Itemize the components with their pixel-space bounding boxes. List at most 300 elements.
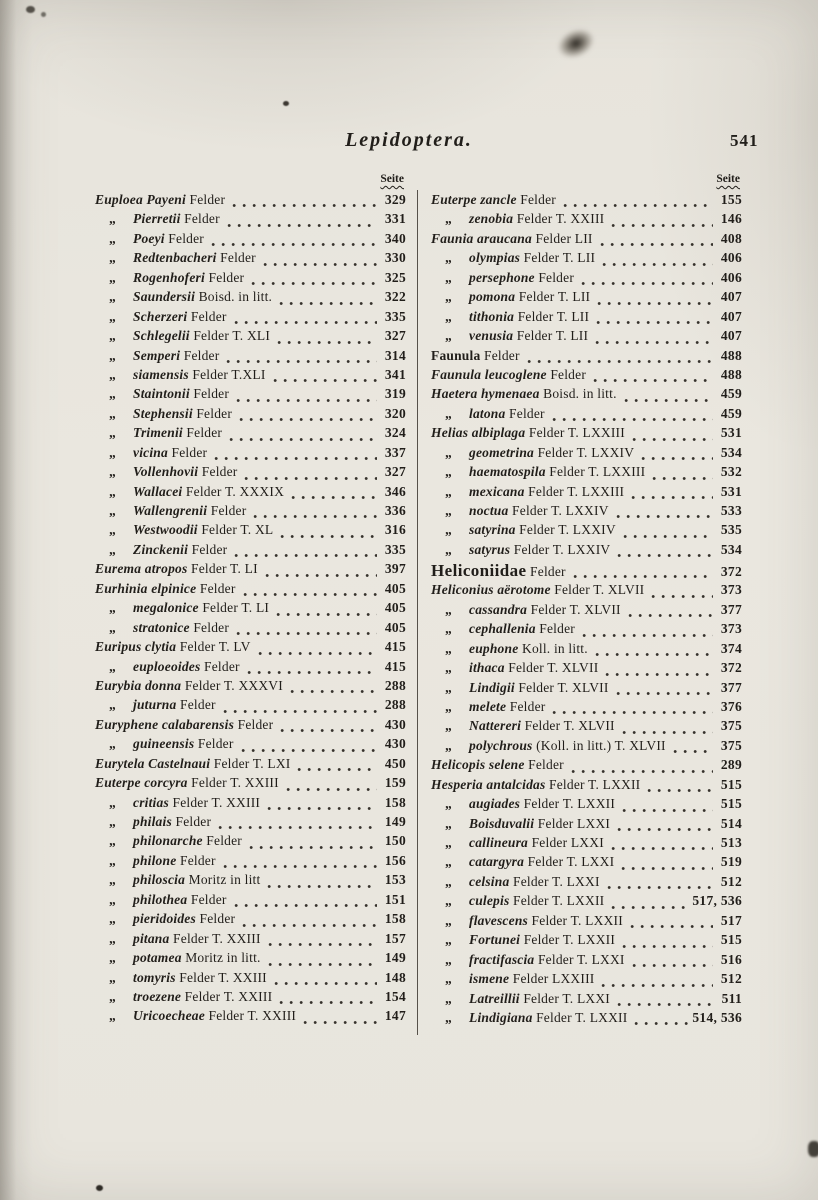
taxon-name: Stephensii	[133, 405, 193, 421]
author-reference: Felder LXXI	[528, 835, 604, 850]
page-reference: 320	[384, 405, 406, 421]
page-reference: 514, 536	[692, 1009, 742, 1025]
page-reference: 405	[384, 600, 406, 616]
entry-text	[431, 1010, 627, 1026]
page-reference: 488	[720, 347, 742, 363]
page-reference: 375	[720, 737, 742, 753]
page-reference: 319	[384, 386, 406, 402]
page-reference: 372	[720, 564, 742, 580]
index-entry	[95, 231, 406, 250]
author-reference: Felder	[192, 405, 233, 421]
taxon-name: olympias	[469, 250, 521, 266]
taxon-name: potamea	[133, 950, 182, 966]
taxon-name: Faunula	[431, 347, 481, 363]
ditto-mark: „	[445, 464, 452, 480]
page-reference: 375	[720, 718, 742, 734]
author-reference: Felder	[180, 347, 220, 363]
taxon-name: polychrous	[469, 737, 533, 753]
page-reference: 376	[720, 698, 742, 714]
page-reference: 150	[384, 833, 406, 849]
index-entry	[95, 367, 406, 386]
ditto-mark: „	[445, 873, 452, 889]
author-reference: Felder T. XXIII	[175, 969, 267, 985]
dot-leader	[641, 456, 713, 461]
taxon-name: megalonice	[133, 600, 199, 616]
entry-text	[95, 211, 220, 227]
entry-text	[431, 561, 566, 581]
ditto-mark: „	[109, 328, 116, 344]
dot-leader	[617, 827, 713, 832]
ditto-mark: „	[445, 893, 452, 909]
page-reference: 531	[720, 483, 742, 499]
taxon-name: Euripus clytia	[95, 639, 177, 655]
entry-text	[431, 367, 586, 383]
index-entry	[95, 270, 406, 289]
index-entry	[431, 522, 742, 541]
entry-text	[95, 406, 232, 422]
ditto-mark: „	[445, 854, 452, 870]
taxon-name: Uricoecheae	[133, 1008, 205, 1024]
page-reference: 515	[720, 796, 742, 812]
author-reference: Felder T. LXI	[210, 755, 291, 771]
author-reference: Felder	[505, 405, 545, 421]
author-reference: Felder T. LII	[520, 250, 596, 266]
taxon-name: tithonia	[469, 308, 515, 324]
ditto-mark: „	[445, 289, 452, 305]
page-reference: 408	[720, 230, 742, 246]
taxon-name: Wallengrenii	[133, 503, 208, 518]
index-entry	[95, 833, 406, 852]
page-reference: 288	[384, 677, 406, 693]
index-entry	[95, 289, 406, 308]
entry-text	[95, 678, 283, 694]
dot-leader	[280, 534, 377, 539]
entry-text	[95, 231, 204, 247]
entry-text	[95, 348, 219, 364]
page-reference: 374	[720, 640, 742, 656]
entry-text	[431, 250, 595, 266]
entry-text	[95, 814, 211, 830]
taxon-name: Zinckenii	[133, 541, 189, 557]
author-reference: Felder T. LXXI	[534, 951, 625, 967]
taxon-name: philothea	[133, 891, 188, 907]
dot-leader	[617, 553, 713, 558]
author-reference: Felder	[200, 658, 240, 674]
taxon-name: euphone	[469, 640, 519, 656]
taxon-name: Wallacei	[133, 483, 183, 499]
index-entry	[95, 211, 406, 230]
ditto-mark: „	[445, 621, 452, 637]
author-reference: Felder	[202, 833, 242, 849]
dot-leader	[227, 223, 377, 228]
dot-leader	[624, 398, 713, 403]
dot-leader	[267, 806, 377, 811]
index-entry	[431, 406, 742, 425]
entry-text	[431, 680, 609, 696]
page-reference: 533	[720, 503, 742, 518]
entry-text	[95, 561, 258, 577]
index-entry	[431, 425, 742, 444]
index-entry	[95, 678, 406, 697]
dot-leader	[229, 437, 377, 442]
ditto-mark: „	[445, 932, 452, 948]
dot-leader	[291, 495, 377, 500]
dot-leader	[632, 963, 713, 968]
taxon-name: Redtenbacheri	[133, 250, 217, 266]
index-entry	[95, 542, 406, 561]
taxon-name: stratonice	[133, 619, 190, 635]
dot-leader	[616, 514, 713, 519]
taxon-name: persephone	[469, 269, 535, 285]
author-reference: Felder T. XXIII	[204, 1008, 297, 1024]
index-entry	[95, 445, 406, 464]
dot-leader	[234, 320, 377, 325]
taxon-name: noctua	[469, 503, 509, 518]
index-entry	[431, 542, 742, 561]
ditto-mark: „	[445, 211, 452, 227]
ditto-mark: „	[445, 269, 452, 285]
taxon-name: flavescens	[469, 912, 528, 928]
entry-text	[431, 835, 604, 851]
entry-text	[95, 600, 269, 616]
entry-text	[95, 697, 216, 713]
entry-text	[95, 328, 270, 344]
author-reference: Felder T. LXXI	[519, 990, 610, 1006]
author-reference: Felder T. XLVII	[504, 660, 599, 676]
dot-leader	[234, 903, 377, 908]
ditto-mark: „	[109, 211, 116, 227]
page-reference: 373	[720, 582, 742, 598]
author-reference: Felder T. LXXI	[524, 854, 615, 870]
ditto-mark: „	[445, 815, 452, 831]
dot-leader	[274, 981, 377, 986]
page-number: 541	[730, 131, 759, 150]
dot-leader	[622, 730, 713, 735]
author-reference: Felder T. XXIII	[181, 988, 273, 1004]
author-reference: Felder	[195, 911, 236, 927]
taxon-name: Boisduvalii	[469, 815, 535, 831]
ditto-mark: „	[109, 852, 116, 868]
taxon-name: haematospila	[469, 464, 546, 480]
ditto-mark: „	[445, 328, 452, 344]
dot-leader	[211, 242, 377, 247]
author-reference: Felder	[187, 308, 227, 324]
taxon-name: zenobia	[469, 211, 514, 227]
page-reference: 325	[384, 269, 406, 285]
taxon-name: Lindigiana	[469, 1009, 533, 1025]
entry-text	[95, 833, 242, 849]
page-reference: 335	[384, 541, 406, 557]
page-reference: 430	[384, 716, 406, 732]
index-entry	[431, 641, 742, 660]
ink-smudge	[553, 23, 599, 63]
page-reference: 151	[384, 891, 406, 907]
ditto-mark: „	[109, 541, 116, 557]
index-entry	[431, 1010, 742, 1029]
index-entry	[431, 561, 742, 582]
entry-text	[431, 309, 589, 325]
ditto-mark: „	[445, 405, 452, 421]
taxon-name: Nattereri	[469, 718, 522, 734]
dot-leader	[258, 651, 377, 656]
entry-text	[431, 289, 590, 305]
dot-leader	[249, 845, 377, 850]
taxon-name: Heliconiidae	[431, 561, 527, 581]
taxon-name: venusia	[469, 328, 514, 344]
dot-leader	[236, 398, 377, 403]
page-reference: 158	[384, 911, 406, 927]
dot-leader	[268, 942, 377, 947]
author-reference: Felder T. LXXIII	[524, 483, 625, 499]
ditto-mark: „	[109, 988, 116, 1004]
taxon-name: Trimenii	[133, 425, 183, 441]
page-reference: 346	[384, 483, 406, 499]
dot-leader	[630, 924, 713, 929]
author-reference: Felder T. LXXIV	[508, 503, 609, 518]
entry-text	[431, 406, 545, 422]
author-reference: Felder T. LV	[176, 639, 251, 655]
entry-text	[95, 756, 290, 772]
taxon-name: cephallenia	[469, 621, 536, 637]
dot-leader	[623, 534, 713, 539]
ditto-mark: „	[109, 347, 116, 363]
dot-leader	[617, 1002, 713, 1007]
page-reference: 377	[720, 679, 742, 695]
dot-leader	[611, 223, 713, 228]
index-entry	[431, 952, 742, 971]
ditto-mark: „	[445, 698, 452, 714]
taxon-name: ismene	[469, 971, 510, 987]
page-reference: 512	[720, 971, 742, 987]
index-entry	[431, 893, 742, 912]
author-reference: Felder T. XXIII	[169, 930, 261, 946]
author-reference: Boisd. in litt.	[195, 289, 273, 305]
page-reference: 406	[720, 250, 742, 266]
author-reference: Felder T. LXXI	[509, 873, 600, 889]
entry-text	[431, 699, 545, 715]
seite-column-label-left: Seite	[380, 173, 404, 185]
taxon-name: Vollenhovii	[133, 464, 199, 480]
taxon-name: culepis	[469, 893, 510, 909]
ditto-mark: „	[109, 950, 116, 966]
author-reference: Felder	[188, 541, 228, 557]
index-entry	[95, 250, 406, 269]
ditto-mark: „	[445, 522, 452, 538]
ditto-mark: „	[445, 1009, 452, 1025]
dot-leader	[611, 905, 689, 910]
page-reference: 516	[720, 951, 742, 967]
page-reference: 373	[720, 621, 742, 637]
index-entry	[431, 503, 742, 522]
dot-leader	[582, 633, 713, 638]
taxon-name: Semperi	[133, 347, 181, 363]
page-reference: 158	[384, 794, 406, 810]
page-reference: 331	[384, 211, 406, 227]
page-reference: 148	[384, 969, 406, 985]
index-entry	[431, 854, 742, 873]
dot-leader	[279, 301, 377, 306]
index-entry	[95, 911, 406, 930]
dot-leader	[232, 203, 377, 208]
ditto-mark: „	[109, 522, 116, 538]
page-reference: 337	[384, 444, 406, 460]
index-entry	[95, 872, 406, 891]
page-reference: 316	[384, 522, 406, 538]
entry-text	[95, 425, 222, 441]
author-reference: Felder	[189, 386, 230, 402]
taxon-name: Heliconius aërotome	[431, 582, 551, 598]
author-reference: Felder	[189, 619, 230, 635]
taxon-name: philone	[133, 852, 177, 868]
taxon-name: pieridoides	[133, 911, 196, 927]
taxon-name: cassandra	[469, 601, 528, 617]
taxon-name: Scherzeri	[133, 308, 188, 324]
ditto-mark: „	[109, 872, 116, 888]
author-reference: Felder	[204, 269, 245, 285]
page-reference: 154	[384, 988, 406, 1004]
page-reference: 515	[720, 776, 742, 792]
taxon-name: augiades	[469, 796, 521, 812]
taxon-name: critias	[133, 794, 169, 810]
taxon-name: vicina	[133, 444, 168, 460]
ditto-mark: „	[109, 444, 116, 460]
index-entry	[431, 309, 742, 328]
ditto-mark: „	[109, 308, 116, 324]
dot-leader	[303, 1020, 377, 1025]
index-entry	[95, 1008, 406, 1027]
taxon-name: Eurytela Castelnaui	[95, 755, 211, 771]
dot-leader	[267, 884, 377, 889]
page-reference: 149	[384, 814, 406, 829]
ditto-mark: „	[109, 250, 116, 266]
page-reference: 330	[384, 250, 406, 266]
entry-text	[431, 602, 621, 618]
ink-speck	[41, 12, 46, 17]
ditto-mark: „	[445, 308, 452, 324]
index-entry	[431, 738, 742, 757]
column-divider-rule	[417, 190, 418, 1035]
taxon-name: Faunula leucoglene	[431, 366, 547, 382]
entry-text	[431, 971, 594, 987]
dot-leader	[226, 359, 377, 364]
index-entry	[431, 680, 742, 699]
ditto-mark: „	[109, 930, 116, 946]
author-reference: Felder	[534, 269, 575, 285]
taxon-name: euploeoides	[133, 658, 201, 674]
page-reference: 314	[384, 347, 406, 363]
entry-text	[431, 952, 625, 968]
index-entry	[431, 796, 742, 815]
entry-text	[431, 211, 604, 227]
entry-text	[95, 386, 229, 402]
page-reference: 147	[384, 1008, 406, 1024]
author-reference: Felder T. LI	[198, 600, 270, 616]
dot-leader	[634, 1021, 689, 1026]
ditto-mark: „	[445, 737, 452, 753]
page-reference: 157	[384, 930, 406, 946]
ditto-mark: „	[445, 835, 452, 850]
entry-text	[95, 522, 273, 538]
entry-text	[95, 989, 272, 1005]
page-reference: 289	[720, 757, 742, 773]
page-reference: 517	[720, 912, 742, 928]
index-entry	[95, 522, 406, 541]
dot-leader	[595, 652, 713, 657]
dot-leader	[286, 787, 377, 792]
entry-text	[95, 950, 261, 966]
index-entry	[431, 913, 742, 932]
index-entry	[431, 718, 742, 737]
dot-leader	[280, 728, 377, 733]
entry-text	[95, 503, 246, 519]
entry-text	[95, 872, 260, 888]
author-reference: Felder T. XXIII	[513, 211, 605, 227]
ditto-mark: „	[109, 794, 116, 810]
entry-text	[431, 913, 623, 929]
dot-leader	[268, 962, 377, 967]
page-reference: 534	[720, 444, 742, 460]
page-reference: 327	[384, 328, 406, 344]
entry-text	[431, 386, 617, 402]
index-entry	[95, 989, 406, 1008]
index-entry	[95, 970, 406, 989]
author-reference: Felder	[176, 697, 216, 713]
index-entry	[431, 367, 742, 386]
dot-leader	[581, 281, 713, 286]
entry-text	[431, 503, 609, 519]
entry-text	[431, 854, 614, 870]
author-reference: Felder	[506, 698, 546, 714]
taxon-name: geometrina	[469, 444, 534, 460]
page-reference: 534	[720, 541, 742, 557]
page-reference: 340	[384, 230, 406, 246]
dot-leader	[277, 340, 377, 345]
entry-text	[95, 892, 227, 908]
taxon-name: Staintonii	[133, 386, 190, 402]
taxon-name: Faunia araucana	[431, 230, 532, 246]
index-entry	[95, 561, 406, 580]
author-reference: Felder	[187, 891, 227, 907]
index-entry	[95, 503, 406, 522]
entry-text	[431, 445, 634, 461]
dot-leader	[593, 378, 713, 383]
author-reference: Felder	[524, 757, 564, 773]
author-reference: Felder	[216, 250, 256, 266]
ink-speck	[96, 1185, 103, 1191]
index-entry	[95, 425, 406, 444]
ditto-mark: „	[109, 269, 116, 285]
index-entry	[431, 816, 742, 835]
taxon-name: Helias albiplaga	[431, 425, 526, 441]
author-reference: Felder T. LXXII	[520, 932, 616, 948]
author-reference: Felder	[185, 192, 226, 207]
dot-leader	[632, 437, 713, 442]
author-reference: Felder T. LXXIV	[510, 541, 611, 557]
entry-text	[95, 542, 227, 558]
dot-leader	[628, 613, 713, 618]
author-reference: Moritz in litt	[185, 872, 261, 888]
dot-leader	[602, 262, 713, 267]
dot-leader	[552, 417, 713, 422]
taxon-name: mexicana	[469, 483, 525, 499]
ditto-mark: „	[109, 366, 116, 382]
page-reference: 459	[720, 405, 742, 421]
entry-text	[431, 796, 615, 812]
page-reference: 341	[384, 366, 406, 382]
entry-text	[95, 484, 284, 500]
entry-text	[95, 289, 272, 305]
taxon-name: Saundersii	[133, 289, 196, 305]
